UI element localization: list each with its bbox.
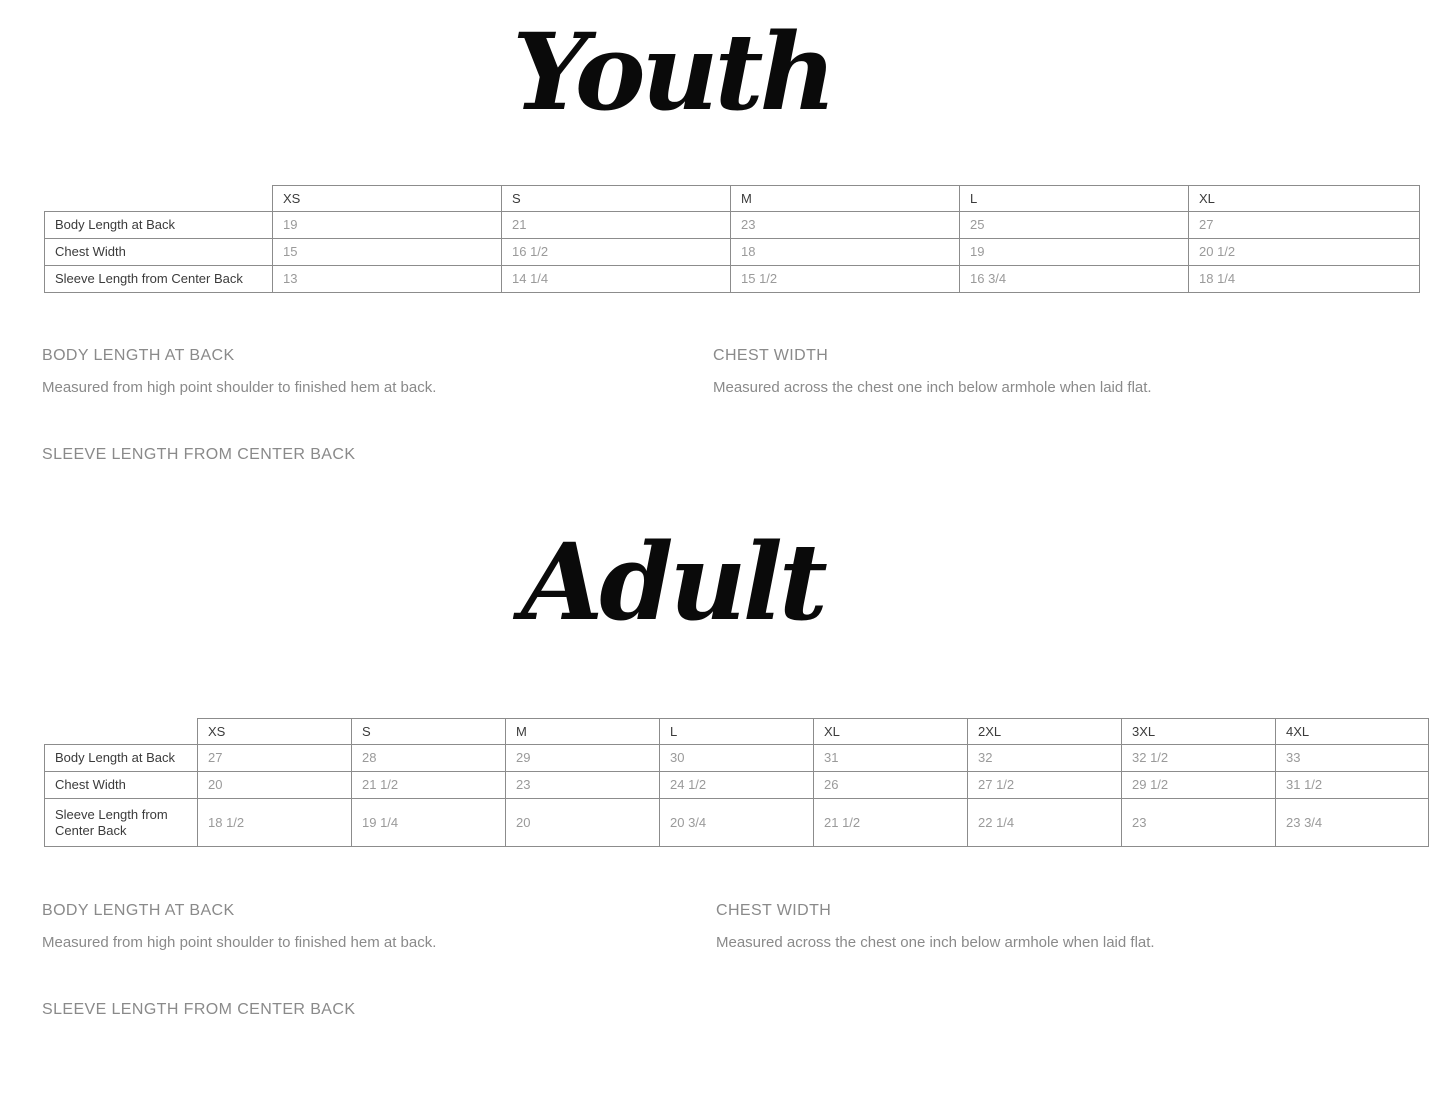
column-header-2xl: 2XL xyxy=(968,719,1122,745)
size-value-cell: 22 1/4 xyxy=(968,799,1122,847)
note-heading: SLEEVE LENGTH FROM CENTER BACK xyxy=(42,446,356,463)
adult-size-table xyxy=(44,718,1429,847)
size-value-cell: 21 1/2 xyxy=(814,799,968,847)
adult-note-body-length xyxy=(42,902,436,951)
blank-corner-cell xyxy=(45,719,198,745)
row-label-chest-width: Chest Width xyxy=(45,772,198,799)
note-text: Measured across the chest one inch below armhole when laid flat. xyxy=(716,934,1155,951)
size-value-cell: 18 1/2 xyxy=(198,799,352,847)
size-value-cell: 24 1/2 xyxy=(660,772,814,799)
table-row xyxy=(45,772,1429,799)
row-label-body-length: Body Length at Back xyxy=(45,745,198,772)
size-value-cell: 28 xyxy=(352,745,506,772)
note-text: Measured from high point shoulder to finished hem at back. xyxy=(42,934,437,951)
size-value-cell: 31 xyxy=(814,745,968,772)
blank-corner-cell xyxy=(45,186,273,212)
column-header-l: L xyxy=(660,719,814,745)
size-value-cell: 16 3/4 xyxy=(960,266,1189,293)
note-heading: BODY LENGTH AT BACK xyxy=(42,347,235,364)
size-value-cell: 32 xyxy=(968,745,1122,772)
youth-section-title: Youth xyxy=(512,9,833,134)
note-text: Measured from high point shoulder to finished hem at back. xyxy=(42,379,437,396)
size-value-cell: 18 xyxy=(731,239,960,266)
size-value-cell: 13 xyxy=(273,266,502,293)
row-label-sleeve-length: Sleeve Length from Center Back xyxy=(45,799,198,847)
youth-note-body-length xyxy=(42,347,436,396)
size-value-cell: 23 xyxy=(506,772,660,799)
size-value-cell: 20 xyxy=(506,799,660,847)
size-value-cell: 23 3/4 xyxy=(1276,799,1429,847)
size-value-cell: 19 xyxy=(273,212,502,239)
adult-section-title: Adult xyxy=(521,519,824,644)
column-header-3xl: 3XL xyxy=(1122,719,1276,745)
column-header-xs: XS xyxy=(273,186,502,212)
size-value-cell: 23 xyxy=(731,212,960,239)
size-value-cell: 15 1/2 xyxy=(731,266,960,293)
column-header-m: M xyxy=(506,719,660,745)
size-value-cell: 27 xyxy=(1189,212,1420,239)
table-row xyxy=(45,745,1429,772)
size-value-cell: 27 xyxy=(198,745,352,772)
row-label-chest-width: Chest Width xyxy=(45,239,273,266)
table-row xyxy=(45,212,1420,239)
column-header-xs: XS xyxy=(198,719,352,745)
size-value-cell: 31 1/2 xyxy=(1276,772,1429,799)
size-value-cell: 26 xyxy=(814,772,968,799)
adult-note-sleeve-length xyxy=(42,1001,355,1019)
youth-header-row xyxy=(45,186,1420,212)
note-text: Measured across the chest one inch below armhole when laid flat. xyxy=(713,379,1152,396)
size-value-cell: 20 3/4 xyxy=(660,799,814,847)
size-value-cell: 18 1/4 xyxy=(1189,266,1420,293)
size-value-cell: 21 1/2 xyxy=(352,772,506,799)
youth-note-sleeve-length xyxy=(42,446,355,464)
column-header-s: S xyxy=(352,719,506,745)
size-value-cell: 19 xyxy=(960,239,1189,266)
row-label-body-length: Body Length at Back xyxy=(45,212,273,239)
youth-size-table xyxy=(44,185,1420,293)
table-row xyxy=(45,266,1420,293)
table-row xyxy=(45,239,1420,266)
size-value-cell: 27 1/2 xyxy=(968,772,1122,799)
adult-note-chest-width xyxy=(716,902,1155,951)
size-value-cell: 33 xyxy=(1276,745,1429,772)
size-value-cell: 30 xyxy=(660,745,814,772)
column-header-xl: XL xyxy=(1189,186,1420,212)
size-value-cell: 29 xyxy=(506,745,660,772)
size-value-cell: 20 1/2 xyxy=(1189,239,1420,266)
size-value-cell: 16 1/2 xyxy=(502,239,731,266)
column-header-4xl: 4XL xyxy=(1276,719,1429,745)
size-value-cell: 32 1/2 xyxy=(1122,745,1276,772)
note-heading: CHEST WIDTH xyxy=(713,347,829,364)
row-label-sleeve-length: Sleeve Length from Center Back xyxy=(45,266,273,293)
size-value-cell: 20 xyxy=(198,772,352,799)
column-header-xl: XL xyxy=(814,719,968,745)
note-heading: SLEEVE LENGTH FROM CENTER BACK xyxy=(42,1001,356,1018)
note-heading: BODY LENGTH AT BACK xyxy=(42,902,235,919)
size-value-cell: 19 1/4 xyxy=(352,799,506,847)
size-value-cell: 25 xyxy=(960,212,1189,239)
column-header-m: M xyxy=(731,186,960,212)
adult-header-row xyxy=(45,719,1429,745)
size-value-cell: 29 1/2 xyxy=(1122,772,1276,799)
size-value-cell: 21 xyxy=(502,212,731,239)
size-value-cell: 15 xyxy=(273,239,502,266)
size-value-cell: 14 1/4 xyxy=(502,266,731,293)
size-value-cell: 23 xyxy=(1122,799,1276,847)
youth-note-chest-width xyxy=(713,347,1152,396)
table-row xyxy=(45,799,1429,847)
column-header-l: L xyxy=(960,186,1189,212)
column-header-s: S xyxy=(502,186,731,212)
note-heading: CHEST WIDTH xyxy=(716,902,832,919)
